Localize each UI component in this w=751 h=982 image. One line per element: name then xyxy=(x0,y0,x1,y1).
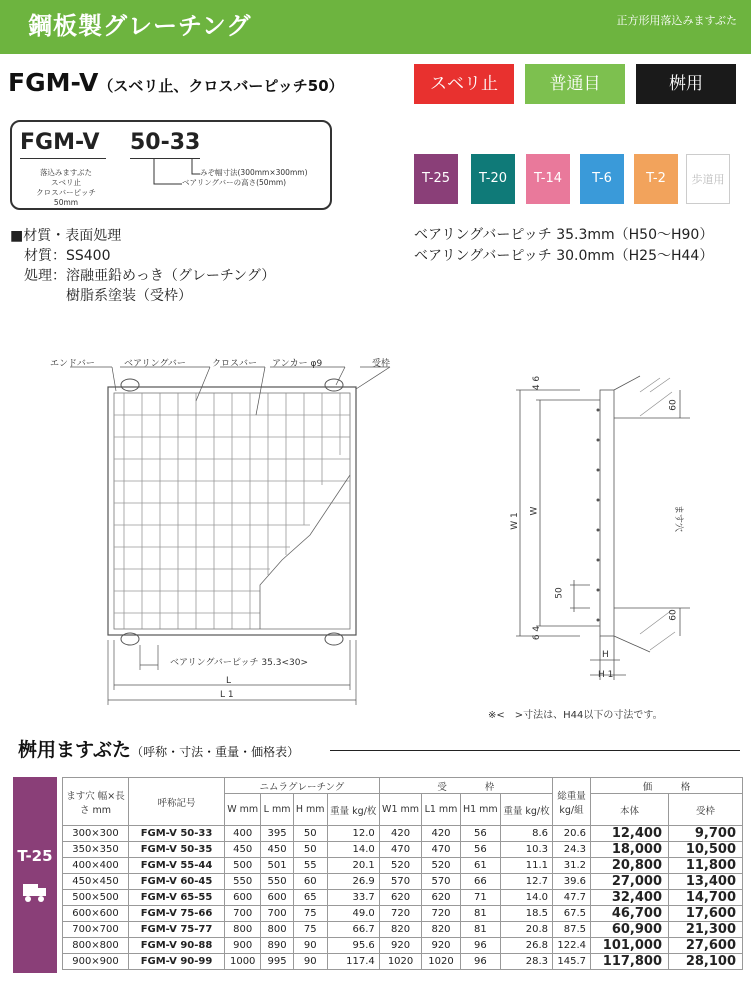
table-cell: FGM-V 75-66 xyxy=(129,906,225,922)
table-cell: 61 xyxy=(460,858,500,874)
table-cell: 12,400 xyxy=(591,826,669,842)
table-cell: FGM-V 50-33 xyxy=(129,826,225,842)
tag-basin-use: 桝用 xyxy=(636,64,736,104)
label-frame: 受枠 xyxy=(372,359,391,369)
table-class-sidebar xyxy=(13,777,57,973)
table-cell: 800×800 xyxy=(63,938,129,954)
page-subtitle: 正方形用落込みますぶた xyxy=(616,14,737,27)
table-cell: 17,600 xyxy=(669,906,743,922)
table-cell: 9,700 xyxy=(669,826,743,842)
table-cell: 520 xyxy=(422,858,460,874)
table-cell: FGM-V 60-45 xyxy=(129,874,225,890)
th-code: 呼称記号 xyxy=(129,778,225,826)
product-title xyxy=(8,68,344,97)
table-cell: 700 xyxy=(261,906,293,922)
th-wt: 重量 kg/枚 xyxy=(327,794,379,826)
price-table xyxy=(62,777,743,970)
table-cell: FGM-V 50-35 xyxy=(129,842,225,858)
table-cell: 46,700 xyxy=(591,906,669,922)
tag-non-slip: スベリ止 xyxy=(414,64,514,104)
table-cell: 470 xyxy=(379,842,422,858)
table-cell: 600 xyxy=(261,890,293,906)
table-row xyxy=(63,954,743,970)
plan-drawing xyxy=(20,345,420,725)
table-class-label: T-25 xyxy=(17,847,53,865)
table-cell: 90 xyxy=(293,938,327,954)
table-row xyxy=(63,890,743,906)
table-cell: 18,000 xyxy=(591,842,669,858)
material-heading: ■材質・表面処理 xyxy=(10,228,122,244)
label-pitch: ベアリングバーピッチ 35.3<30> xyxy=(170,658,308,668)
table-cell: 395 xyxy=(261,826,293,842)
table-cell: 890 xyxy=(261,938,293,954)
table-cell: 520 xyxy=(379,858,422,874)
material-line: 材質：SS400 xyxy=(24,248,111,264)
table-cell: 96 xyxy=(460,938,500,954)
table-cell: 900×900 xyxy=(63,954,129,970)
th-total: 総重量 kg/組 xyxy=(553,778,591,826)
label-H1: H 1 xyxy=(598,670,614,680)
code-number: 50-33 xyxy=(130,130,201,155)
table-cell: 96 xyxy=(460,954,500,970)
table-cell: 800 xyxy=(225,922,261,938)
table-cell: 14.0 xyxy=(500,890,552,906)
section-drawing xyxy=(490,370,740,690)
table-cell: 56 xyxy=(460,826,500,842)
table-cell: 470 xyxy=(422,842,460,858)
table-cell: 49.0 xyxy=(327,906,379,922)
table-cell: 60 xyxy=(293,874,327,890)
table-cell: 75 xyxy=(293,906,327,922)
table-cell: FGM-V 90-88 xyxy=(129,938,225,954)
table-cell: 600 xyxy=(225,890,261,906)
material-spec xyxy=(10,226,275,306)
table-cell: 32,400 xyxy=(591,890,669,906)
label-dim-60b: 60 xyxy=(668,609,679,621)
table-cell: 620 xyxy=(379,890,422,906)
label-dim-50: 50 xyxy=(554,587,565,599)
table-cell: 720 xyxy=(379,906,422,922)
table-cell: 24.3 xyxy=(553,842,591,858)
table-cell: 90 xyxy=(293,954,327,970)
load-class-t6: T-6 xyxy=(580,154,624,204)
table-cell: 55 xyxy=(293,858,327,874)
table-cell: 26.9 xyxy=(327,874,379,890)
label-dim-64: 6 4 xyxy=(532,625,543,641)
table-cell: 920 xyxy=(422,938,460,954)
table-cell: 800 xyxy=(261,922,293,938)
table-cell: 570 xyxy=(422,874,460,890)
table-cell: 820 xyxy=(422,922,460,938)
table-cell: 75 xyxy=(293,922,327,938)
label-cross-bar: クロスバー xyxy=(212,359,258,369)
table-cell: 10.3 xyxy=(500,842,552,858)
section-title: 桝用ますぶた（呼称・寸法・重量・価格表） xyxy=(18,739,300,761)
section-divider xyxy=(330,750,740,751)
table-row xyxy=(63,938,743,954)
table-row xyxy=(63,874,743,890)
code-model: FGM-V xyxy=(20,130,100,155)
table-cell: 450×450 xyxy=(63,874,129,890)
table-cell: 87.5 xyxy=(553,922,591,938)
table-cell: 450 xyxy=(225,842,261,858)
table-cell: 117,800 xyxy=(591,954,669,970)
table-cell: 101,000 xyxy=(591,938,669,954)
th-wt2: 重量 kg/枚 xyxy=(500,794,552,826)
label-masu: ます穴 xyxy=(673,504,684,533)
table-row xyxy=(63,906,743,922)
table-cell: 1020 xyxy=(379,954,422,970)
table-cell: 300×300 xyxy=(63,826,129,842)
table-cell: 71 xyxy=(460,890,500,906)
table-cell: 11.1 xyxy=(500,858,552,874)
table-cell: 31.2 xyxy=(553,858,591,874)
th-W: W mm xyxy=(225,794,261,826)
load-class-walkway: 歩道用 xyxy=(686,154,730,204)
th-H: H mm xyxy=(293,794,327,826)
code-notes-left: 落込みますぶた スベリ止 クロスバーピッチ50mm xyxy=(36,168,96,207)
table-cell: 8.6 xyxy=(500,826,552,842)
table-cell: 700 xyxy=(225,906,261,922)
table-cell: 12.7 xyxy=(500,874,552,890)
truck-icon xyxy=(22,879,48,905)
page-header xyxy=(0,0,751,54)
pitch-line-1: ベアリングバーピッチ 35.3mm（H50～H90） xyxy=(414,227,714,243)
table-cell: 20.6 xyxy=(553,826,591,842)
load-class-t14: T-14 xyxy=(526,154,570,204)
table-cell: 50 xyxy=(293,842,327,858)
table-cell: 920 xyxy=(379,938,422,954)
table-cell: FGM-V 90-99 xyxy=(129,954,225,970)
th-grating: ニムラグレーチング xyxy=(225,778,380,794)
table-cell: 28.3 xyxy=(500,954,552,970)
th-L: L mm xyxy=(261,794,293,826)
table-cell: FGM-V 65-55 xyxy=(129,890,225,906)
tag-normal-mesh: 普通目 xyxy=(525,64,625,104)
table-cell: 600×600 xyxy=(63,906,129,922)
label-dim-46: 4 6 xyxy=(532,375,543,391)
label-W: W xyxy=(529,506,540,516)
pitch-spec xyxy=(414,225,713,267)
table-cell: 26.8 xyxy=(500,938,552,954)
table-cell: 350×350 xyxy=(63,842,129,858)
table-cell: 20.1 xyxy=(327,858,379,874)
treatment-line2: 樹脂系塗装（受枠） xyxy=(66,288,192,304)
table-cell: 66.7 xyxy=(327,922,379,938)
th-W1: W1 mm xyxy=(379,794,422,826)
table-row xyxy=(63,858,743,874)
table-cell: 1000 xyxy=(225,954,261,970)
label-anchor: アンカー φ9 xyxy=(272,359,323,369)
th-price: 価 格 xyxy=(591,778,743,794)
table-cell: 67.5 xyxy=(553,906,591,922)
table-cell: 400 xyxy=(225,826,261,842)
table-cell: 33.7 xyxy=(327,890,379,906)
table-cell: 145.7 xyxy=(553,954,591,970)
table-cell: 81 xyxy=(460,922,500,938)
table-cell: 900 xyxy=(225,938,261,954)
table-cell: 20,800 xyxy=(591,858,669,874)
th-size: ます穴 幅×長さ mm xyxy=(63,778,129,826)
code-note-height: ベアリングバーの高さ(50mm) xyxy=(182,178,287,187)
table-cell: 501 xyxy=(261,858,293,874)
table-cell: 20.8 xyxy=(500,922,552,938)
table-cell: 500×500 xyxy=(63,890,129,906)
th-frame-price: 受枠 xyxy=(669,794,743,826)
table-cell: 14,700 xyxy=(669,890,743,906)
table-cell: 1020 xyxy=(422,954,460,970)
th-H1: H1 mm xyxy=(460,794,500,826)
table-row xyxy=(63,922,743,938)
th-frame: 受 枠 xyxy=(379,778,552,794)
table-cell: FGM-V 55-44 xyxy=(129,858,225,874)
table-row xyxy=(63,826,743,842)
table-cell: 27,600 xyxy=(669,938,743,954)
table-cell: 27,000 xyxy=(591,874,669,890)
label-L1: L 1 xyxy=(220,690,234,700)
th-body: 本体 xyxy=(591,794,669,826)
table-cell: 95.6 xyxy=(327,938,379,954)
code-explanation-box xyxy=(10,120,332,210)
load-class-t25: T-25 xyxy=(414,154,458,204)
product-desc: （スベリ止、クロスバーピッチ50） xyxy=(98,77,344,95)
treatment-line1: 処理：溶融亜鉛めっき（グレーチング） xyxy=(24,268,276,284)
table-cell: 10,500 xyxy=(669,842,743,858)
code-note-size: みぞ幅寸法(300mm×300mm) xyxy=(200,168,308,177)
table-cell: 620 xyxy=(422,890,460,906)
dimension-note: ※< >寸法は、H44以下の寸法です。 xyxy=(488,710,663,721)
table-cell: FGM-V 75-77 xyxy=(129,922,225,938)
table-cell: 400×400 xyxy=(63,858,129,874)
label-end-bar: エンドバー xyxy=(50,359,95,369)
table-cell: 18.5 xyxy=(500,906,552,922)
table-cell: 117.4 xyxy=(327,954,379,970)
table-cell: 995 xyxy=(261,954,293,970)
table-cell: 50 xyxy=(293,826,327,842)
table-cell: 47.7 xyxy=(553,890,591,906)
table-cell: 14.0 xyxy=(327,842,379,858)
bearing-bars xyxy=(124,393,340,629)
page-title: 鋼板製グレーチング xyxy=(28,12,252,40)
table-cell: 11,800 xyxy=(669,858,743,874)
table-cell: 21,300 xyxy=(669,922,743,938)
load-class-t20: T-20 xyxy=(471,154,515,204)
table-cell: 81 xyxy=(460,906,500,922)
table-cell: 13,400 xyxy=(669,874,743,890)
table-cell: 550 xyxy=(225,874,261,890)
pitch-line-2: ベアリングバーピッチ 30.0mm（H25～H44） xyxy=(414,248,714,264)
table-cell: 550 xyxy=(261,874,293,890)
table-cell: 122.4 xyxy=(553,938,591,954)
label-bearing-bar: ベアリングバー xyxy=(124,359,186,369)
table-cell: 28,100 xyxy=(669,954,743,970)
table-cell: 12.0 xyxy=(327,826,379,842)
table-cell: 700×700 xyxy=(63,922,129,938)
table-cell: 39.6 xyxy=(553,874,591,890)
table-cell: 65 xyxy=(293,890,327,906)
label-H: H xyxy=(602,650,609,660)
table-cell: 420 xyxy=(422,826,460,842)
th-L1: L1 mm xyxy=(422,794,460,826)
table-row xyxy=(63,842,743,858)
table-cell: 500 xyxy=(225,858,261,874)
table-cell: 450 xyxy=(261,842,293,858)
table-cell: 420 xyxy=(379,826,422,842)
table-cell: 820 xyxy=(379,922,422,938)
product-model: FGM-V xyxy=(8,68,99,97)
label-dim-60a: 60 xyxy=(668,399,679,411)
label-L: L xyxy=(226,676,232,686)
load-class-t2: T-2 xyxy=(634,154,678,204)
table-cell: 60,900 xyxy=(591,922,669,938)
table-cell: 56 xyxy=(460,842,500,858)
label-W1: W 1 xyxy=(509,512,520,530)
table-cell: 66 xyxy=(460,874,500,890)
table-cell: 570 xyxy=(379,874,422,890)
table-cell: 720 xyxy=(422,906,460,922)
